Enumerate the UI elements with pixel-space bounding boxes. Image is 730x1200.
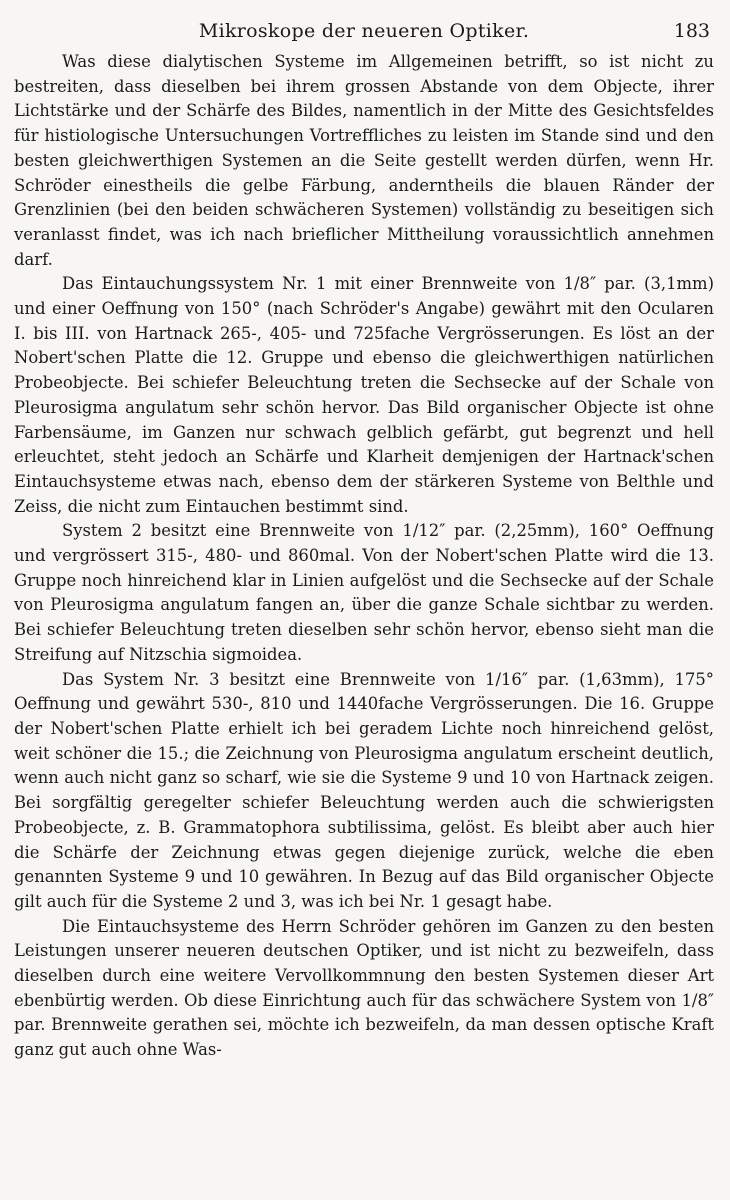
paragraph-5: Die Eintauchsysteme des Herrn Schröder gehören im Ganzen zu den besten Leistungen unserer neueren deutschen Optiker, und ist nicht zu bezweifeln, dass dieselben durch eine weitere Vervollkommnung den besten Systemen dieser Art ebenbürtig werden. Ob diese Einrichtung auch für das schwächere System von 1/8″ par. Brennweite gerathen sei, möchte ich bezweifeln, da man dessen optische Kraft ganz gut auch ohne Was- — [14, 916, 714, 1060]
paragraph-2: Das Eintauchungssystem Nr. 1 mit einer Brennweite von 1/8″ par. (3,1mm) und einer Oeffnung von 150° (nach Schröder's Angabe) gewährt mit den Ocularen I. bis III. von Hartnack 265-, 405- und 725fache Vergrösserungen. Es löst an der Nobert'schen Platte die 12. Gruppe und ebenso die gleichwerthigen natürlichen Probeobjecte. Bei schiefer Beleuchtung treten die Sechsecke auf der Schale von Pleurosigma angulatum sehr schön hervor. Das Bild organischer Objecte ist ohne Farbensäume, im Ganzen nur schwach gelblich gefärbt, gut begrenzt und hell erleuchtet, steht jedoch an Schärfe und Klarheit demjenigen der Hartnack'schen Eintauchsysteme etwas nach, ebenso dem der stärkeren Systeme von Belthle und Zeiss, die nicht zum Eintauchen bestimmt sind. — [14, 274, 714, 516]
running-header — [14, 14, 714, 48]
book-page — [14, 14, 714, 1186]
body-text — [14, 50, 714, 1063]
paragraph-1: Was diese dialytischen Systeme im Allgemeinen betrifft, so ist nicht zu bestreiten, dass dieselben bei ihrem grossen Abstande von dem Objecte, ihrer Lichtstärke und der Schärfe des Bildes, namentlich in der Mitte des Gesichtsfeldes für histiologische Untersuchungen Vortreffliches zu leisten im Stande sind und den besten gleichwerthigen Systemen an die Seite gestellt werden dürfen, wenn Hr. Schröder einestheils die gelbe Färbung, anderntheils die blauen Ränder der Grenzlinien (bei den beiden schwächeren Systemen) vollständig zu beseitigen sich veranlasst findet, was ich nach brieflicher Mittheilung voraussichtlich annehmen darf. — [14, 52, 714, 269]
page-number: 183 — [673, 20, 710, 42]
paragraph-3: System 2 besitzt eine Brennweite von 1/12″ par. (2,25mm), 160° Oeffnung und vergrössert 315-, 480- und 860mal. Von der Nobert'schen Platte wird die 13. Gruppe noch hinreichend klar in Linien aufgelöst und die Sechsecke auf der Schale von Pleurosigma angulatum fangen an, über die ganze Schale sichtbar zu werden. Bei schiefer Beleuchtung treten dieselben sehr schön hervor, ebenso sieht man die Streifung auf Nitzschia sigmoidea. — [14, 521, 714, 664]
running-title: Mikroskope der neueren Optiker. — [198, 20, 530, 42]
paragraph-4: Das System Nr. 3 besitzt eine Brennweite von 1/16″ par. (1,63mm), 175° Oeffnung und gewährt 530-, 810 und 1440fache Vergrösserungen. Die 16. Gruppe der Nobert'schen Platte erhielt ich bei geradem Lichte noch hinreichend gelöst, weit schöner die 15.; die Zeichnung von Pleurosigma angulatum erscheint deutlich, wenn auch nicht ganz so scharf, wie sie die Systeme 9 und 10 von Hartnack zeigen. Bei sorgfältig geregelter schiefer Beleuchtung werden auch die schwierigsten Probeobjecte, z. B. Grammatophora subtilissima, gelöst. Es bleibt aber auch hier die Schärfe der Zeichnung etwas gegen diejenige zurück, welche die eben genannten Systeme 9 und 10 gewähren. In Bezug auf das Bild organischer Objecte gilt auch für die Systeme 2 und 3, was ich bei Nr. 1 gesagt habe. — [14, 669, 714, 911]
